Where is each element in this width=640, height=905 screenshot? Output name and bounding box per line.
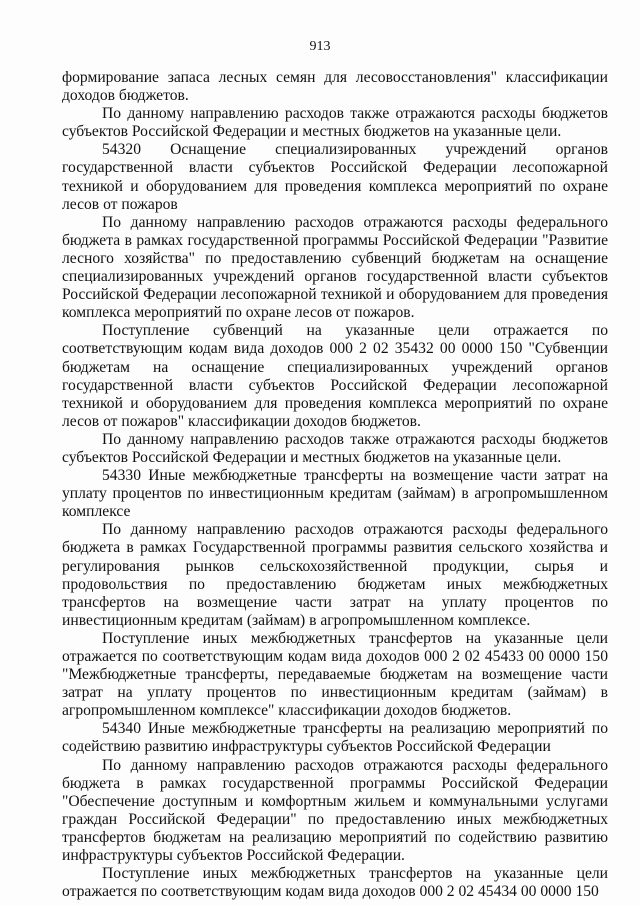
page-number: 913	[309, 39, 331, 54]
section-heading: 54320 Оснащение специализированных учреждений органов государственной власти субъектов Российской Федерации лесопожарной техникой и оборудованием для проведения комплекса мероприятий по охране лесов от пожаров	[62, 141, 608, 213]
section-heading: 54330 Иные межбюджетные трансферты на возмещение части затрат на уплату процентов по инвестиционным кредитам (займам) в агропромышленном комплексе	[62, 467, 608, 521]
paragraph: Поступление иных межбюджетных трансфертов на указанные цели отражается по соответствующим кодам вида доходов 000 2 02 45434 00 0000 150	[62, 865, 608, 901]
paragraph: По данному направлению расходов отражаются расходы федерального бюджета в рамках государственной программы Российской Федерации "Обеспечение доступным и комфортным жильем и коммунальными услугами граждан Российской Федерации" по предоставлению иных межбюджетных трансфертов бюджетам на реализацию мероприятий по содействию развитию инфраструктуры субъектов Российской Федерации.	[62, 756, 608, 865]
paragraph: По данному направлению расходов также отражаются расходы бюджетов субъектов Российской Федерации и местных бюджетов на указанные цели.	[62, 430, 608, 466]
paragraph: Поступление субвенций на указанные цели отражается по соответствующим кодам вида доходов 000 2 02 35432 00 0000 150 "Субвенции бюджетам на оснащение специализированных учреждений органов государственной власти субъектов Российской Федерации лесопожарной техникой и оборудованием для проведения комплекса мероприятий по охране лесов от пожаров" классификации доходов бюджетов.	[62, 322, 608, 430]
paragraph: По данному направлению расходов отражаются расходы федерального бюджета в рамках государственной программы Российской Федерации "Развитие лесного хозяйства" по предоставлению субвенций бюджетам на оснащение специализированных учреждений органов государственной власти субъектов Российской Федерации лесопожарной техникой и оборудованием для проведения комплекса мероприятий по охране лесов от пожаров.	[62, 213, 608, 322]
paragraph: По данному направлению расходов также отражаются расходы бюджетов субъектов Российской Федерации и местных бюджетов на указанные цели.	[62, 105, 608, 141]
paragraph: формирование запаса лесных семян для лесовосстановления" классификации доходов бюджетов.	[62, 69, 608, 105]
paragraph: Поступление иных межбюджетных трансфертов на указанные цели отражается по соответствующим кодам вида доходов 000 2 02 45433 00 0000 150 "Межбюджетные трансферты, передаваемые бюджетам на возмещение части затрат на уплату процентов по инвестиционным кредитам (займам) в агропромышленном комплексе" классификации доходов бюджетов.	[62, 629, 608, 720]
section-heading: 54340 Иные межбюджетные трансферты на реализацию мероприятий по содействию развитию инфраструктуры субъектов Российской Федерации	[62, 720, 608, 756]
body-text	[62, 69, 608, 901]
paragraph: По данному направлению расходов отражаются расходы федерального бюджета в рамках Государственной программы развития сельского хозяйства и регулирования рынков сельскохозяйственной продукции, сырья и продовольствия по предоставлению бюджетам иных межбюджетных трансфертов на возмещение части затрат на уплату процентов по инвестиционным кредитам (займам) в агропромышленном комплексе.	[62, 521, 608, 629]
